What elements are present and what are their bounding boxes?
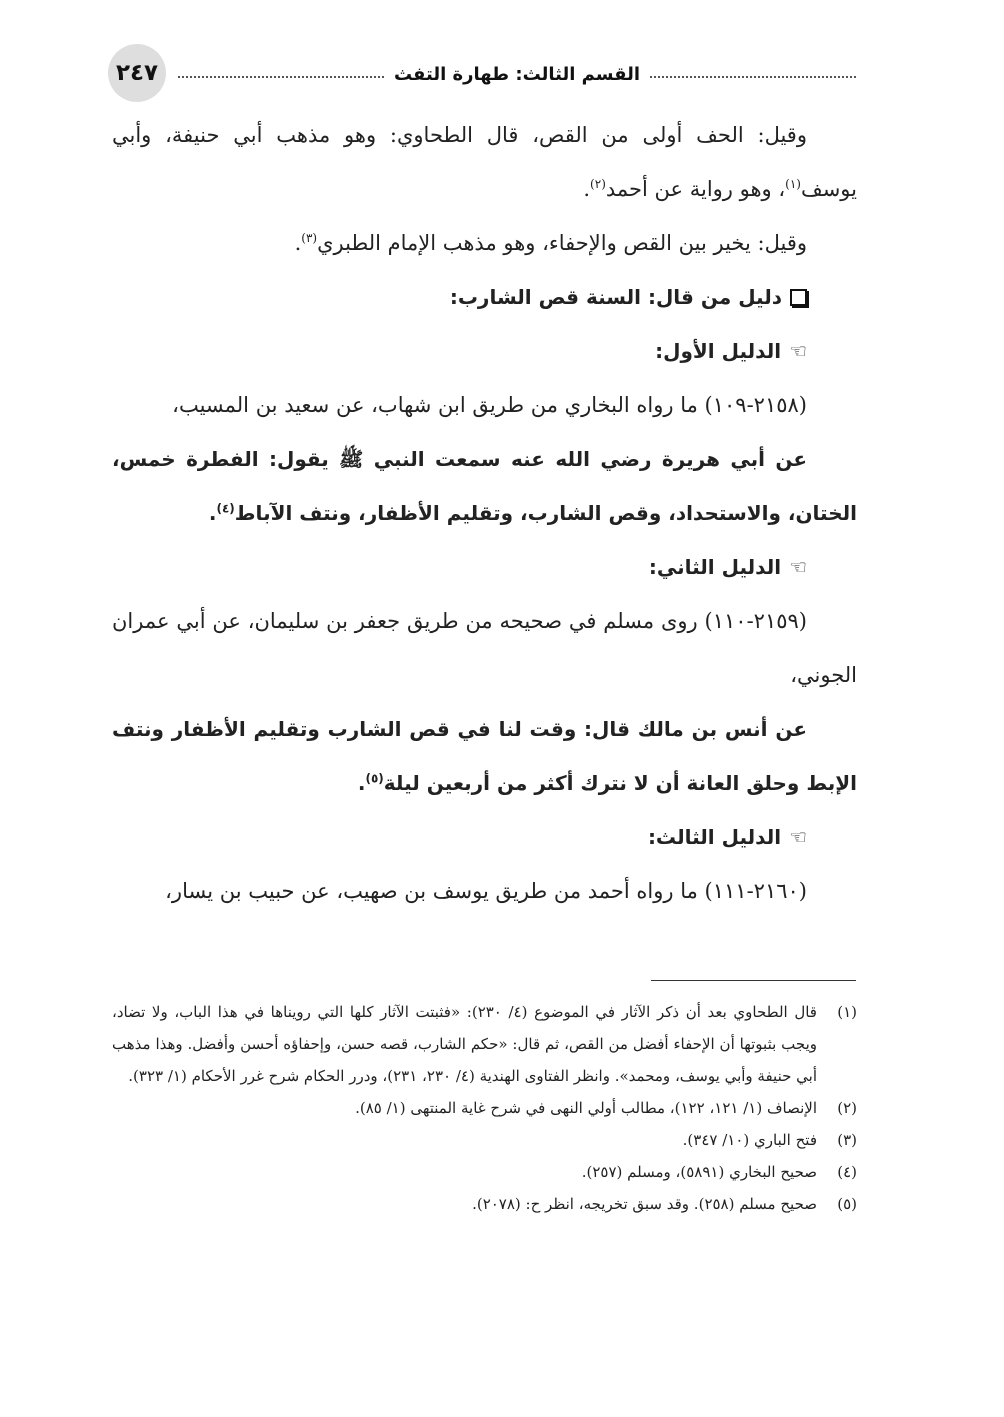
footnote-item xyxy=(112,996,857,1092)
footnote-ref-4[interactable]: (٤) xyxy=(216,501,235,516)
footnote-item xyxy=(112,1092,857,1124)
section-heading-row xyxy=(112,270,857,324)
footnote-text: صحيح مسلم (٢٥٨). وقد سبق تخريجه، انظر ح: (٢٠٧٨). xyxy=(472,1195,817,1213)
page-number: ٢٤٧ xyxy=(108,44,166,102)
evidence-3-heading: الدليل الثالث: xyxy=(647,825,782,849)
hadith-1-chain: (٢١٥٨-١٠٩) ما رواه البخاري من طريق ابن شهاب، عن سعيد بن المسيب، xyxy=(172,393,807,417)
paragraph-2 xyxy=(112,216,857,270)
footnote-number: (٣) xyxy=(837,1131,857,1149)
pointing-hand-icon: ☜ xyxy=(789,339,807,363)
hadith-1-text xyxy=(112,432,857,540)
footnote-ref-3[interactable]: (٣) xyxy=(301,231,318,245)
paragraph-2-end: . xyxy=(294,231,302,255)
footnote-number: (١) xyxy=(837,1003,857,1021)
evidence-3-heading-row xyxy=(112,810,857,864)
hadith-2-end: . xyxy=(357,771,366,795)
evidence-1-heading-row xyxy=(112,324,857,378)
footnote-item xyxy=(112,1156,857,1188)
paragraph-2-text: وقيل: يخير بين القص والإحفاء، وهو مذهب الإمام الطبري xyxy=(317,231,807,255)
header-dots-left xyxy=(178,76,384,78)
footnote-item xyxy=(112,1188,857,1220)
footnote-number: (٤) xyxy=(837,1163,857,1181)
hadith-2-body: عن أنس بن مالك قال: وقت لنا في قص الشارب وتقليم الأظفار ونتف الإبط وحلق العانة أن لا نترك أكثر من أربعين ليلة xyxy=(112,717,857,795)
pointing-hand-icon: ☜ xyxy=(789,825,807,849)
footnote-text: قال الطحاوي بعد أن ذكر الآثار في الموضوع (٤/ ٢٣٠): «فثبتت الآثار كلها التي رويناها في هذا الباب، ولا تضاد، ويجب بثبوتها أن الإحفاء أفضل من القص، ثم قال: «حكم الشارب، قصه حسن، وإحفاؤه أحسن وأفضل. وهذا مذهب أبي حنيفة وأبي يوسف، ومحمد». وانظر الفتاوى الهندية (٤/ ٢٣٠، ٢٣١)، ودرر الحكام شرح غرر الأحكام (١/ ٣٢٣). xyxy=(112,1003,817,1085)
footnote-text: صحيح البخاري (٥٨٩١)، ومسلم (٢٥٧). xyxy=(581,1163,817,1181)
footnote-number: (٥) xyxy=(837,1195,857,1213)
footnotes xyxy=(112,996,857,1220)
evidence-2-heading-row xyxy=(112,540,857,594)
footnote-divider xyxy=(651,980,856,981)
hadith-1-body: عن أبي هريرة رضي الله عنه سمعت النبي ﷺ يقول: الفطرة خمس، الختان، والاستحداد، وقص الشارب، وتقليم الأظفار، ونتف الآباط xyxy=(112,447,857,525)
hadith-3-chain: (٢١٦٠-١١١) ما رواه أحمد من طريق يوسف بن صهيب، عن حبيب بن يسار، xyxy=(165,879,807,903)
footnote-ref-5[interactable]: (٥) xyxy=(365,771,384,786)
running-header xyxy=(178,62,856,86)
paragraph-1-text: وقيل: الحف أولى من القص، قال الطحاوي: وهو مذهب أبي حنيفة، وأبي يوسف xyxy=(112,123,857,201)
square-bullet-icon xyxy=(790,289,807,306)
hadith-2-text xyxy=(112,702,857,810)
paragraph-1 xyxy=(112,108,857,216)
evidence-1-heading: الدليل الأول: xyxy=(655,339,782,363)
footnote-text: فتح الباري (١٠/ ٣٤٧). xyxy=(682,1131,817,1149)
footnote-text: الإنصاف (١/ ١٢١، ١٢٢)، مطالب أولي النهى في شرح غاية المنتهى (١/ ٨٥). xyxy=(355,1099,817,1117)
section-heading: دليل من قال: السنة قص الشارب: xyxy=(449,285,782,309)
paragraph-1-end: . xyxy=(583,177,591,201)
evidence-2-heading: الدليل الثاني: xyxy=(648,555,782,579)
page-header xyxy=(108,44,856,104)
paragraph-1-mid: ، وهو رواية عن أحمد xyxy=(605,177,786,201)
footnote-ref-1[interactable]: (١) xyxy=(785,177,801,191)
footnote-number: (٢) xyxy=(837,1099,857,1117)
main-text xyxy=(112,108,857,918)
footnote-item xyxy=(112,1124,857,1156)
section-title: القسم الثالث: طهارة التفث xyxy=(393,63,641,85)
hadith-1-end: . xyxy=(208,501,217,525)
pointing-hand-icon: ☜ xyxy=(789,555,807,579)
footnote-ref-2[interactable]: (٢) xyxy=(590,177,606,191)
hadith-2-chain: (٢١٥٩-١١٠) روى مسلم في صحيحه من طريق جعفر بن سليمان، عن أبي عمران الجوني، xyxy=(112,609,857,687)
header-dots-right xyxy=(650,76,856,78)
